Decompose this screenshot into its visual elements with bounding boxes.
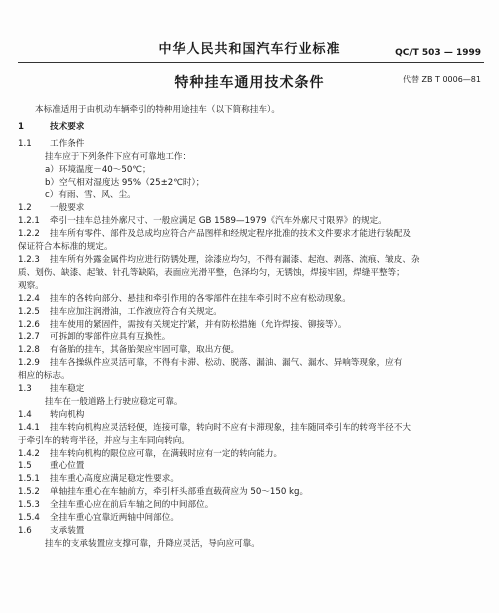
clause-text: 挂车转向机构应灵活轻便，连接可靠，转向时不应有卡滞现象，挂车随同牵引车的转弯半径不大 [50, 422, 411, 433]
clause-text: 挂车使用的紧固件，需按有关规定拧紧，并有防松措施（允许焊接、铆接等）。 [50, 319, 347, 330]
body-line [18, 151, 484, 164]
clause-text: 挂车在一般道路上行驶应稳定可靠。 [45, 396, 183, 407]
body-line [18, 138, 484, 151]
clause-number: 1.2.1 [18, 216, 40, 227]
clause-text: 单轴挂车重心在车轴前方，牵引杆头部垂直载荷应为 50～150 kg。 [50, 487, 309, 498]
body-line [18, 254, 484, 267]
clause-text: 挂车应加注润滑油，工作液应符合有关规定。 [50, 306, 222, 317]
body-line [18, 486, 484, 499]
body-line [18, 448, 484, 461]
clause-text: 相应的标志。 [18, 371, 70, 382]
clause-text: 技术要求 [50, 121, 85, 132]
clause-number: 1.5 [18, 461, 32, 472]
clause-text: 于牵引车的转弯半径，并应与主车同向转向。 [18, 435, 190, 446]
document-title: 特种挂车通用技术条件 [174, 75, 325, 91]
clause-text: 全挂车重心宜靠近两轴中间部位。 [50, 513, 179, 524]
clause-text: 可拆卸的零部件应具有互换性。 [50, 332, 171, 343]
clause-number: 1.4.2 [18, 448, 40, 459]
clause-text: c）有雨、雪、风、尘。 [45, 190, 136, 201]
clause-number: 1.2.8 [18, 345, 40, 356]
clause-text: 挂车的各转向部分、悬挂和牵引作用的各零部件在挂车牵引时不应有松动现象。 [50, 293, 351, 304]
clause-text: 支承装置 [50, 526, 85, 536]
clause-text: 质、划伤、缺漆、起皱、针孔等缺陷，表面应光滑平整，色泽均匀，无锈蚀，焊接牢固，焊缝平整等； [18, 267, 405, 278]
body-line [18, 383, 484, 396]
clause-text: 挂车重心高度应满足稳定性要求。 [50, 474, 179, 485]
body-line [18, 538, 484, 551]
clause-text: 本标准适用于由机动车辆牵引的特种用途挂车（以下简称挂车）。 [35, 105, 280, 115]
body-line [18, 293, 484, 306]
clause-number: 1.2.9 [18, 358, 40, 369]
clause-text: 挂车稳定 [50, 384, 85, 395]
body-line [18, 435, 484, 448]
clause-number: 1.2 [18, 203, 32, 214]
clause-number: 1.2.3 [18, 254, 40, 265]
clause-text: 挂车各操纵件应灵活可靠，不得有卡滞、松动、脱落、漏油、漏气、漏水、异响等现象，应有 [50, 358, 403, 369]
body-line [18, 164, 484, 177]
clause-number: 1.2.4 [18, 293, 40, 304]
header-rule [18, 62, 484, 63]
body-line [18, 280, 484, 293]
clause-text: 保证符合本标准的规定。 [18, 242, 113, 253]
body-line [18, 396, 484, 409]
standard-org-title: 中华人民共和国汽车行业标准 [158, 42, 341, 57]
clause-text: 转向机构 [50, 409, 85, 420]
clause-text: 挂车所有外露金属件均应进行防锈处理，涂漆应均匀，不得有漏漆、起泡、剥落、流痕、皱皮、杂 [50, 254, 420, 265]
body-line [18, 104, 484, 117]
clause-text: 挂车应于下列条件下应有可靠地工作： [45, 151, 192, 162]
clause-number: 1.5.4 [18, 513, 40, 524]
clause-number: 1.2.2 [18, 229, 40, 240]
clause-text: 牵引一挂车总挂外廓尺寸、一般应满足 GB 1589—1979《汽车外廓尺寸限界》的规定。 [50, 216, 387, 227]
body-line [18, 319, 484, 332]
clause-text: 挂车的支承装置应支撑可靠，升降应灵活，导向应可靠。 [45, 538, 260, 549]
clause-text: b）空气相对湿度达 95%（25±2℃时）； [45, 177, 205, 188]
clause-number: 1.3 [18, 384, 32, 395]
body-line [18, 241, 484, 254]
body-line [18, 177, 484, 190]
body-line [18, 202, 484, 215]
body-line [18, 499, 484, 512]
clause-number: 1.1 [18, 138, 32, 149]
clause-number: 1.2.6 [18, 319, 40, 330]
clause-text: 一般要求 [50, 203, 85, 214]
body-line [18, 460, 484, 473]
body-line [18, 306, 484, 319]
clause-text: 观察。 [18, 280, 44, 291]
clause-number: 1.4.1 [18, 422, 40, 433]
clause-number: 1.5.3 [18, 500, 40, 511]
clause-number: 1.2.5 [18, 306, 40, 317]
clause-number: 1.2.7 [18, 332, 40, 343]
body-line [18, 344, 484, 357]
body-line [18, 215, 484, 228]
body-line [18, 512, 484, 525]
clause-text: a）环境温度－40～50℃； [45, 164, 151, 175]
clause-number: 1.5.1 [18, 474, 40, 485]
body-line [18, 189, 484, 202]
clause-number: 1 [18, 121, 24, 132]
body-line [18, 422, 484, 435]
body-line [18, 228, 484, 241]
document-body [18, 104, 484, 551]
replaces-note: 代替 ZB T 0006—81 [402, 75, 481, 84]
body-line [18, 409, 484, 422]
section-heading [18, 121, 484, 134]
clause-text: 工作条件 [50, 138, 85, 149]
clause-text: 挂车转向机构的限位应可靠，在满载时应有一定的转向能力。 [50, 448, 283, 459]
clause-text: 有备胎的挂车，其备胎架应牢固可靠，取出方便。 [50, 345, 240, 356]
body-line [18, 370, 484, 383]
standard-code: QC/T 503 — 1999 [395, 48, 481, 58]
clause-number: 1.6 [18, 526, 32, 536]
body-line [18, 357, 484, 370]
clause-text: 重心位置 [50, 461, 85, 472]
clause-number: 1.4 [18, 409, 32, 420]
body-line [18, 331, 484, 344]
clause-text: 全挂车重心应在前后车轴之间的中间部位。 [50, 500, 214, 511]
clause-text: 挂车所有零件、部件及总成均应符合产品图样和经规定程序批准的技术文件要求才能进行装配及 [50, 229, 411, 240]
body-line [18, 473, 484, 486]
body-line [18, 525, 484, 538]
clause-number: 1.5.2 [18, 487, 40, 498]
body-line [18, 267, 484, 280]
